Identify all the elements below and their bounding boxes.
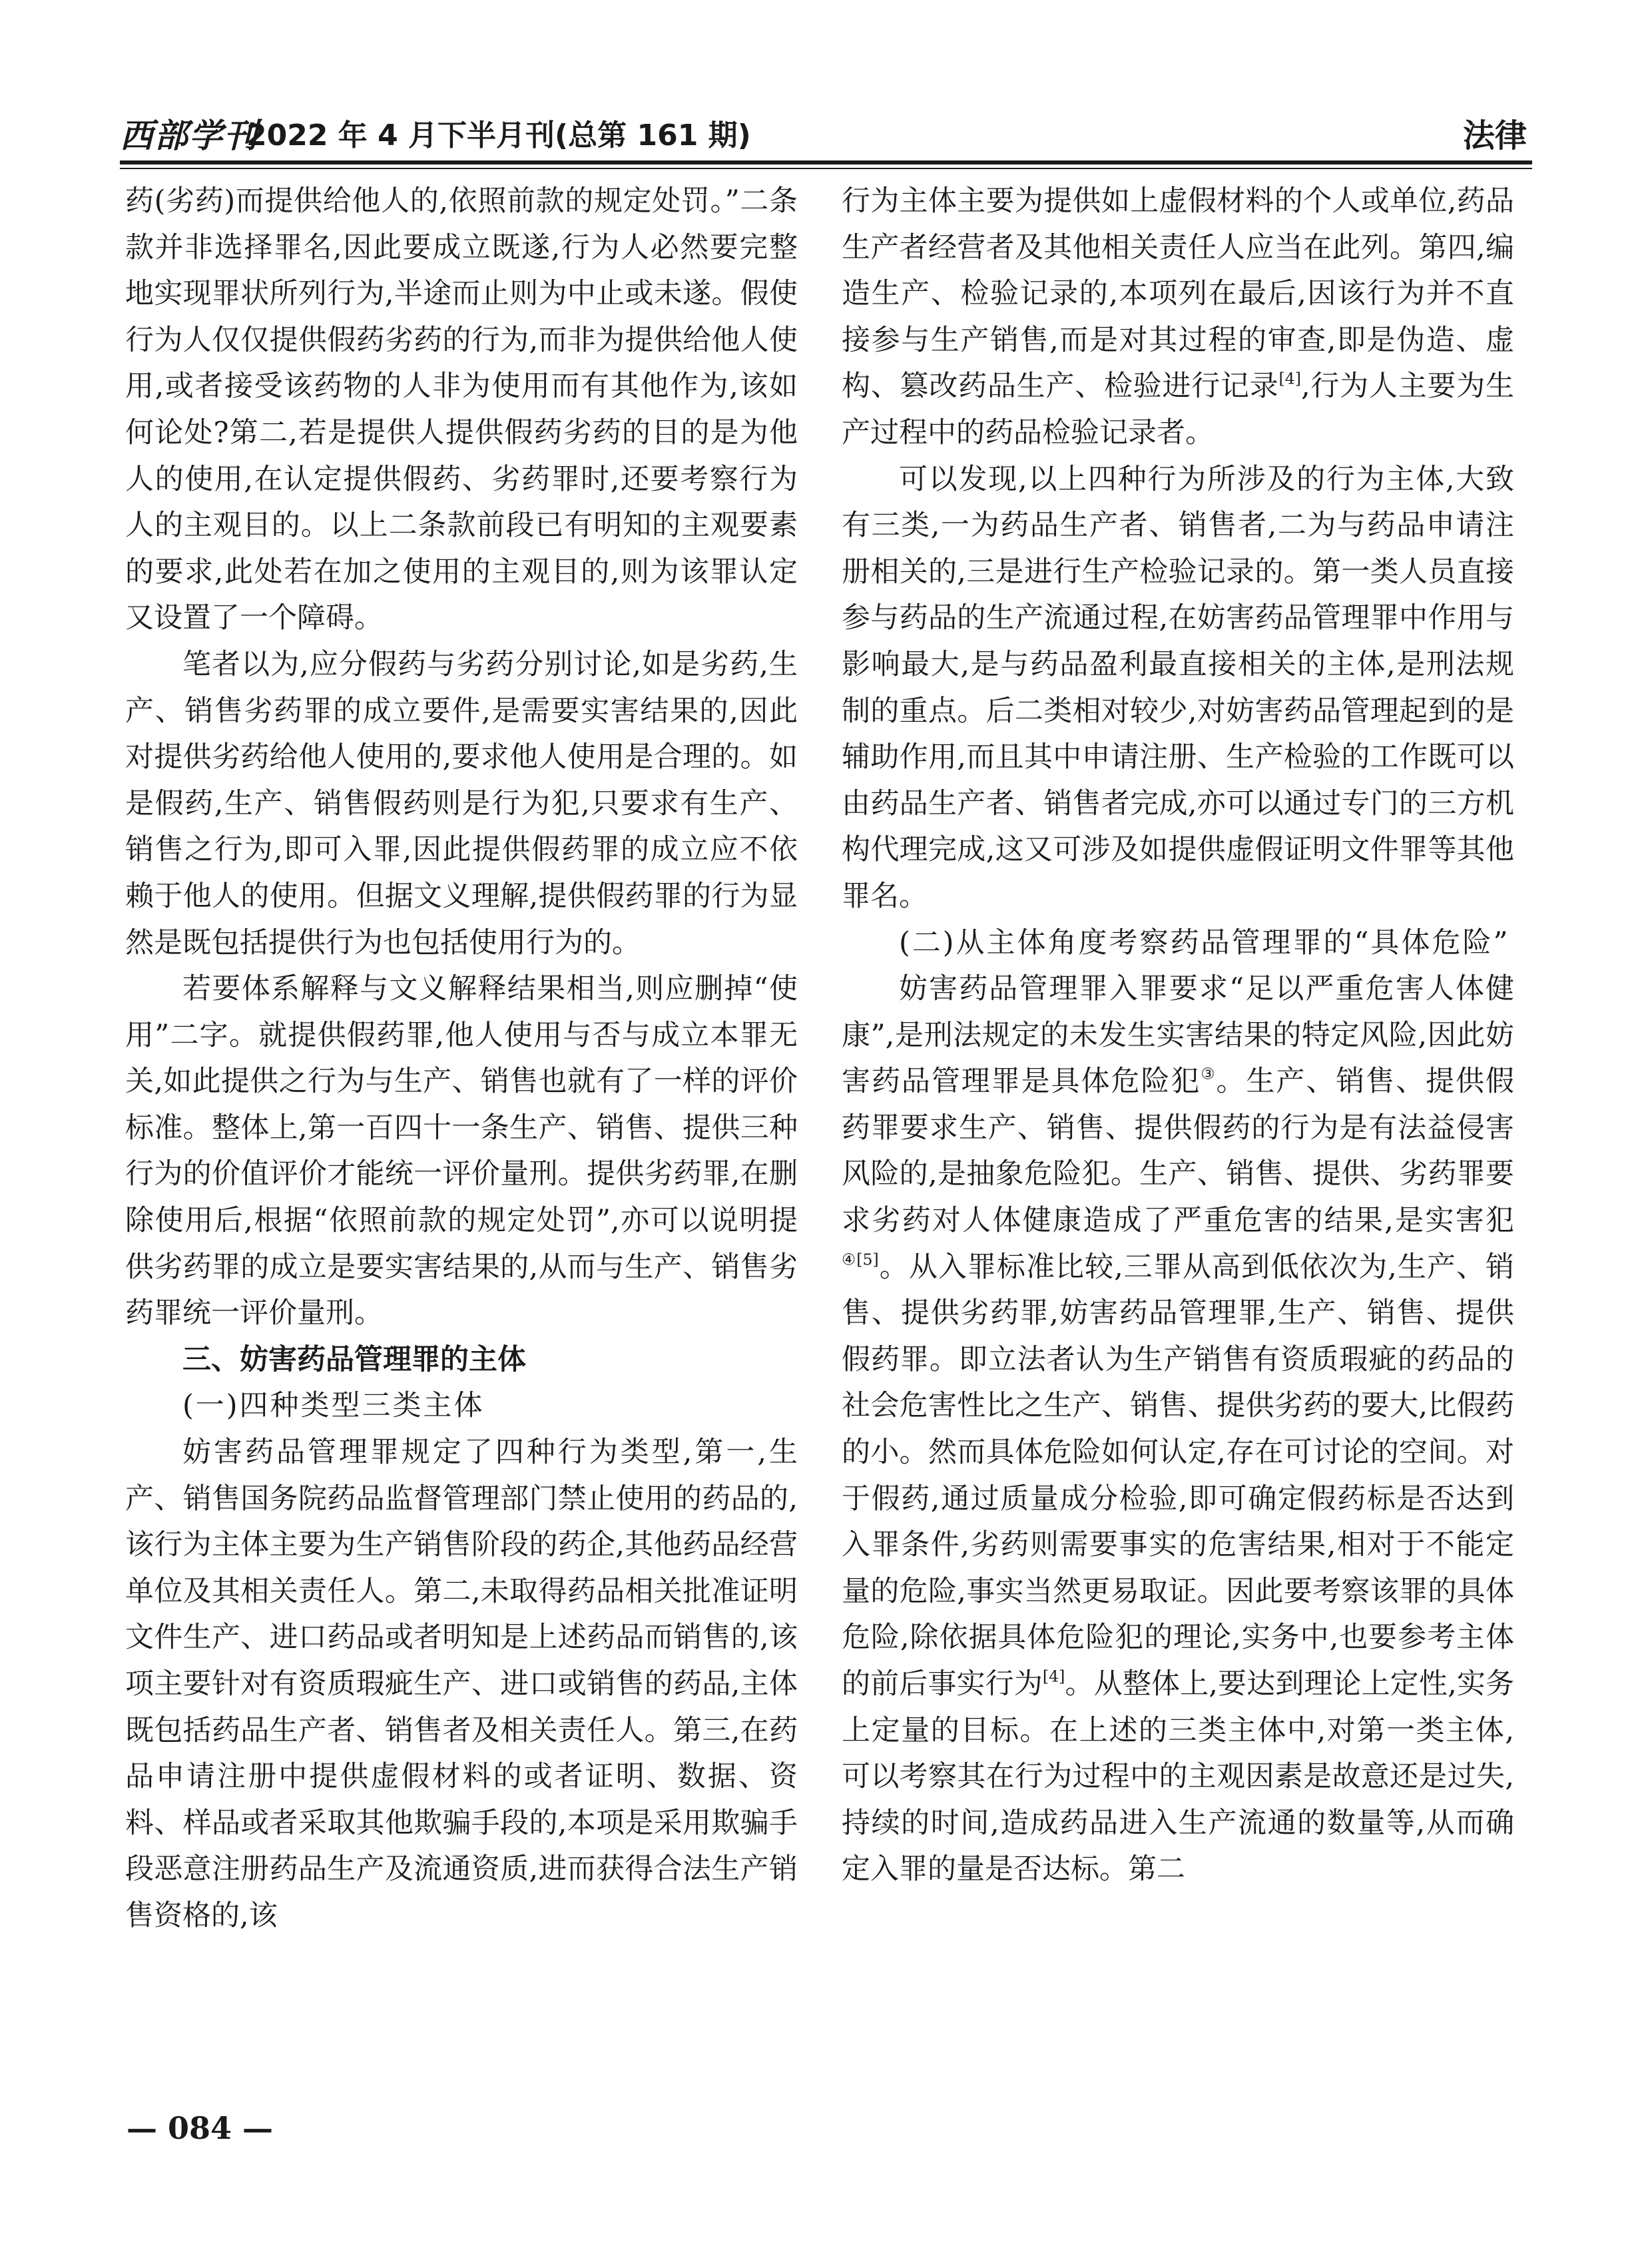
header-rule-thin	[120, 168, 1532, 169]
footnote-ref: ④[5]	[842, 1249, 879, 1268]
paragraph-text: 妨害药品管理罪入罪要求“足以严重危害人体健康”,是刑法规定的未发生实害结果的特定风险,因此妨害药品管理罪是具体危险犯	[842, 972, 1514, 1099]
paragraph-continued: 药(劣药)而提供给他人的,依照前款的规定处罚。”二条款并非选择罪名,因此要成立既遂,行为人必然要完整地实现罪状所列行为,半途而止则为中止或未遂。假使行为人仅仅提供假药劣药的行为,而非为提供给他人使用,或者接受该药物的人非为使用而有其他作为,该如何论处?第二,若是提供人提供假药劣药的目的是为他人的使用,在认定提供假药、劣药罪时,还要考察行为人的主观目的。以上二条款前段已有明知的主观要素的要求,此处若在加之使用的主观目的,则为该罪认定又设置了一个障碍。	[125, 184, 798, 635]
footnote-ref: ③	[1201, 1064, 1217, 1083]
subsection-heading: (二)从主体角度考察药品管理罪的“具体危险”	[899, 926, 1510, 960]
paragraph: 笔者以为,应分假药与劣药分别讨论,如是劣药,生产、销售劣药罪的成立要件,是需要实害结果的,因此对提供劣药给他人使用的,要求他人使用是合理的。如是假药,生产、销售假药则是行为犯,只要求有生产、销售之行为,即可入罪,因此提供假药罪的成立应不依赖于他人的使用。但据文义理解,提供假药罪的行为显然是既包括提供行为也包括使用行为的。	[125, 647, 798, 960]
paragraph-continued	[842, 178, 1514, 457]
paragraph-text: 。从入罪标准比较,三罪从高到低依次为,生产、销售、提供劣药罪,妨害药品管理罪,生产、销售、提供假药罪。即立法者认为生产销售有资质瑕疵的药品的社会危害性比之生产、销售、提供劣药的要大,比假药的小。然而具体危险如何认定,存在可讨论的空间。对于假药,通过质量成分检验,即可确定假药标是否达到入罪条件,劣药则需要事实的危害结果,相对于不能定量的危险,事实当然更易取证。因此要考察该罪的具体危险,除依据具体危险犯的理论,实务中,也要参考主体的前后事实行为	[842, 1250, 1514, 1701]
section-label: 法律	[1462, 117, 1527, 154]
journal-logo: 西部学刊	[120, 116, 258, 155]
paragraph-text: ,行为人主要为生产过程中的药品检验记录者。	[842, 370, 1515, 449]
paragraph: 妨害药品管理罪规定了四种行为类型,第一,生产、销售国务院药品监督管理部门禁止使用的药品的,该行为主体主要为生产销售阶段的药企,其他药品经营单位及其相关责任人。第二,未取得药品相关批准证明文件生产、进口药品或者明知是上述药品而销售的,该项主要针对有资质瑕疵生产、进口或销售的药品,主体既包括药品生产者、销售者及相关责任人。第三,在药品申请注册中提供虚假材料的或者证明、数据、资料、样品或者采取其他欺骗手段的,本项是采用欺骗手段恶意注册药品生产及流通资质,进而获得合法生产销售资格的,该	[125, 1436, 798, 1932]
right-column	[842, 178, 1514, 1893]
paragraph-text: 。从整体上,要达到理论上定性,实务上定量的目标。在上述的三类主体中,对第一类主体,可以考察其在行为过程中的主观因素是故意还是过失,持续的时间,造成药品进入生产流通的数量等,从而确定入罪的量是否达标。第二	[842, 1667, 1514, 1886]
citation-ref: [4]	[1042, 1667, 1065, 1686]
running-header	[120, 112, 1532, 165]
page-number: — 084 —	[127, 2110, 274, 2146]
paragraph: 若要体系解释与文义解释结果相当,则应删掉“使用”二字。就提供假药罪,他人使用与否与成立本罪无关,如此提供之行为与生产、销售也就有了一样的评价标准。整体上,第一百四十一条生产、销售、提供三种行为的价值评价才能统一评价量刑。提供劣药罪,在删除使用后,根据“依照前款的规定处罚”,亦可以说明提供劣药罪的成立是要实害结果的,从而与生产、销售劣药罪统一评价量刑。	[125, 972, 798, 1330]
subsection-heading: (一)四种类型三类主体	[182, 1389, 485, 1423]
paragraph-text: 。生产、销售、提供假药罪要求生产、销售、提供假药的行为是有法益侵害风险的,是抽象危险犯。生产、销售、提供、劣药罪要求劣药对人体健康造成了严重危害的结果,是实害犯	[842, 1065, 1514, 1238]
section-heading: 三、妨害药品管理罪的主体	[182, 1342, 526, 1376]
issue-info: 2022 年 4 月下半月刊(总第 161 期)	[246, 119, 751, 152]
paragraph	[842, 966, 1514, 1893]
left-column	[125, 178, 798, 1940]
header-rule-thick	[120, 160, 1532, 164]
citation-ref: [4]	[1278, 369, 1301, 388]
paragraph-text: 行为主体主要为提供如上虚假材料的个人或单位,药品生产者经营者及其他相关责任人应当在此列。第四,编造生产、检验记录的,本项列在最后,因该行为并不直接参与生产销售,而是对其过程的审查,即是伪造、虚构、篡改药品生产、检验进行记录	[842, 184, 1514, 404]
paragraph: 可以发现,以上四种行为所涉及的行为主体,大致有三类,一为药品生产者、销售者,二为与药品申请注册相关的,三是进行生产检验记录的。第一类人员直接参与药品的生产流通过程,在妨害药品管理罪中作用与影响最大,是与药品盈利最直接相关的主体,是刑法规制的重点。后二类相对较少,对妨害药品管理起到的是辅助作用,而且其中申请注册、生产检验的工作既可以由药品生产者、销售者完成,亦可以通过专门的三方机构代理完成,这又可涉及如提供虚假证明文件罪等其他罪名。	[842, 462, 1514, 913]
